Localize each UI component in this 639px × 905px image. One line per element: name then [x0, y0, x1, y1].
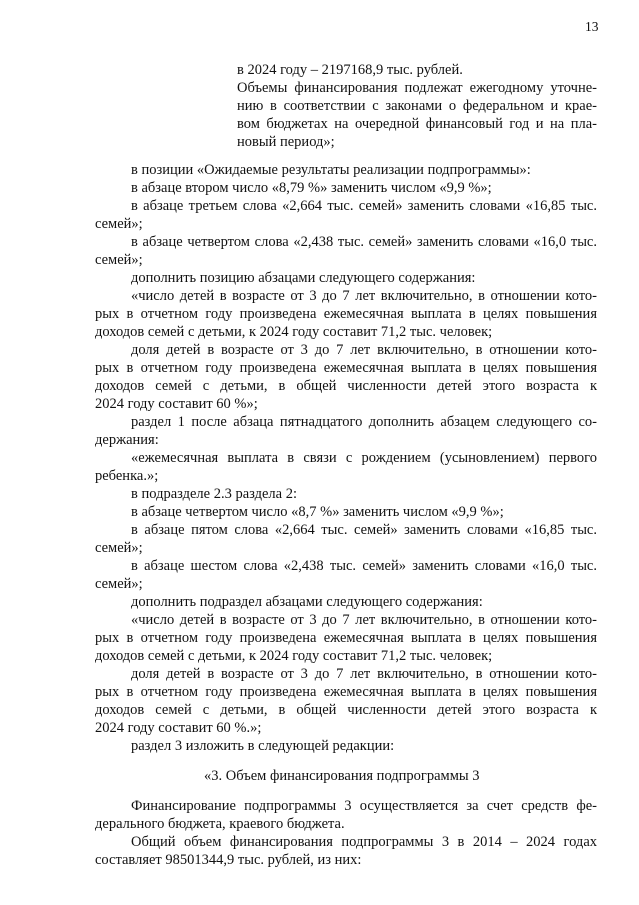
body-line: доля детей в возрасте от 3 до 7 лет включительно, в отношении кото- — [131, 342, 597, 358]
body-line: в абзаце третьем слова «2,664 тыс. семей» заменить словами «16,85 тыс. — [131, 198, 597, 214]
body-line: «число детей в возрасте от 3 до 7 лет включительно, в отношении кото- — [131, 288, 597, 304]
funding-block-line: нию в соответствии с законами о федеральном и крае- — [237, 98, 597, 114]
body-line: «ежемесячная выплата в связи с рождением (усыновлением) первого — [131, 450, 597, 466]
funding-block-line: новый период»; — [237, 134, 335, 150]
body-line: рых в отчетном году произведена ежемесячная выплата в целях повышения — [95, 630, 597, 646]
page-number: 13 — [585, 19, 599, 34]
section-heading: «3. Объем финансирования подпрограммы 3 — [204, 768, 480, 784]
body-line: дополнить позицию абзацами следующего содержания: — [131, 270, 476, 286]
body-line: рых в отчетном году произведена ежемесячная выплата в целях повышения — [95, 306, 597, 322]
body-line: дополнить подраздел абзацами следующего содержания: — [131, 594, 483, 610]
funding-block-line: в 2024 году – 2197168,9 тыс. рублей. — [237, 62, 463, 78]
body-line: в позиции «Ожидаемые результаты реализации подпрограммы»: — [131, 162, 531, 178]
funding-block-line: вом бюджетах на очередной финансовый год и на пла- — [237, 116, 597, 132]
body-line: доходов семей с детьми, к 2024 году составит 71,2 тыс. человек; — [95, 648, 493, 664]
body-line: доходов семей с детьми, в общей численности детей этого возраста к — [95, 378, 597, 394]
body-line: в абзаце четвертом слова «2,438 тыс. семей» заменить словами «16,0 тыс. — [131, 234, 597, 250]
body-line: семей»; — [95, 252, 143, 268]
body-line: «число детей в возрасте от 3 до 7 лет включительно, в отношении кото- — [131, 612, 597, 628]
body-line: в абзаце шестом слова «2,438 тыс. семей» заменить словами «16,0 тыс. — [131, 558, 597, 574]
body-line: 2024 году составит 60 %»; — [95, 396, 258, 412]
body-line: ребенка.»; — [95, 468, 159, 484]
body-line: семей»; — [95, 540, 143, 556]
body-line: держания: — [95, 432, 159, 448]
body-line: доля детей в возрасте от 3 до 7 лет включительно, в отношении кото- — [131, 666, 597, 682]
closing-line: составляет 98501344,9 тыс. рублей, из них: — [95, 852, 362, 868]
closing-line: Финансирование подпрограммы 3 осуществляется за счет средств фе- — [131, 798, 597, 814]
body-line: в абзаце четвертом число «8,7 %» заменить числом «9,9 %»; — [131, 504, 504, 520]
body-line: 2024 году составит 60 %.»; — [95, 720, 262, 736]
body-line: рых в отчетном году произведена ежемесячная выплата в целях повышения — [95, 360, 597, 376]
body-line: в абзаце пятом слова «2,664 тыс. семей» заменить словами «16,85 тыс. — [131, 522, 597, 538]
body-line: доходов семей с детьми, в общей численности детей этого возраста к — [95, 702, 597, 718]
body-line: семей»; — [95, 216, 143, 232]
closing-line: дерального бюджета, краевого бюджета. — [95, 816, 345, 832]
closing-line: Общий объем финансирования подпрограммы 3 в 2014 – 2024 годах — [131, 834, 597, 850]
funding-block-line: Объемы финансирования подлежат ежегодному уточне- — [237, 80, 597, 96]
body-line: в подразделе 2.3 раздела 2: — [131, 486, 297, 502]
body-line: доходов семей с детьми, к 2024 году составит 71,2 тыс. человек; — [95, 324, 493, 340]
body-line: семей»; — [95, 576, 143, 592]
body-line: в абзаце втором число «8,79 %» заменить числом «9,9 %»; — [131, 180, 492, 196]
body-line: рых в отчетном году произведена ежемесячная выплата в целях повышения — [95, 684, 597, 700]
body-line: раздел 1 после абзаца пятнадцатого дополнить абзацем следующего со- — [131, 414, 597, 430]
body-line: раздел 3 изложить в следующей редакции: — [131, 738, 395, 754]
